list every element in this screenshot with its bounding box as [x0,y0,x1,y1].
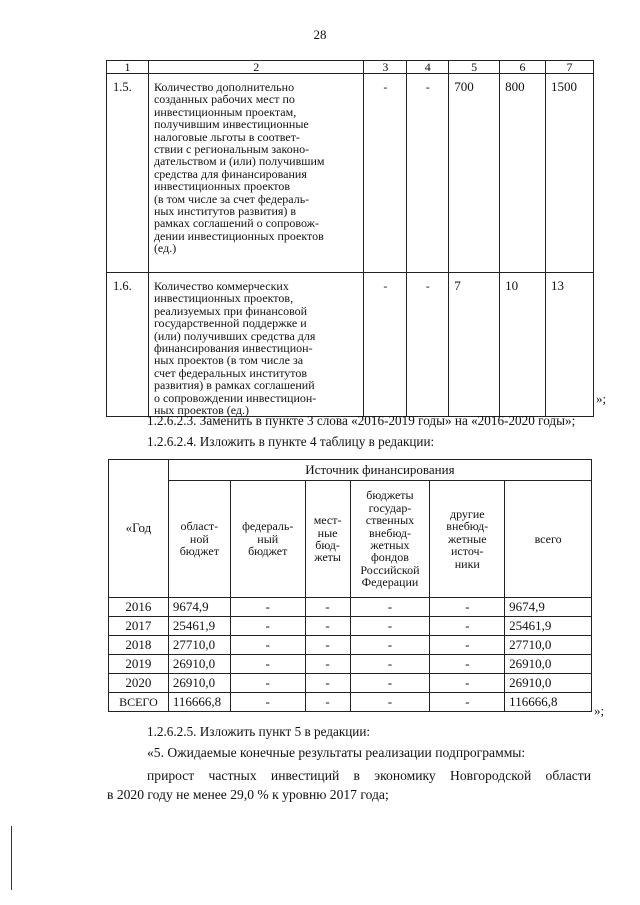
federal-cell: - [230,655,305,674]
paragraph-1-2-6-2-3: 1.2.6.2.3. Заменить в пункте 3 слова «2016-2019 годы» на «2016-2020 годы»; [147,413,576,428]
regional-cell: 25461,9 [168,617,230,636]
other-cell: - [430,636,505,655]
federal-cell: - [230,598,305,617]
total-cell: 116666,8 [505,693,592,712]
paragraph-1-2-6-2-4: 1.2.6.2.4. Изложить в пункте 4 таблицу в редакции: [147,434,435,449]
table-row [107,273,594,417]
total-cell: 9674,9 [505,598,592,617]
other-cell: - [430,617,505,636]
margin-line [11,826,12,890]
table-header-row [107,61,594,74]
funds-cell: - [350,617,430,636]
column-header-state-funds: бюджеты государ- ственных внебюд- жетных фондов Российской Федерации [350,481,430,598]
funds-cell: - [350,598,430,617]
column-number: 3 [364,61,407,74]
table-row [109,617,592,636]
federal-cell: - [230,674,305,693]
table-row [107,74,594,273]
regional-cell: 26910,0 [168,674,230,693]
year-cell: 2019 [109,655,169,674]
table-row [109,598,592,617]
regional-cell: 27710,0 [168,636,230,655]
value-cell: 800 [500,74,546,273]
value-cell: 13 [546,273,594,417]
total-cell: 26910,0 [505,674,592,693]
source-header: Источник финансирования [168,460,591,481]
column-number: 4 [407,61,449,74]
column-number: 2 [148,61,364,74]
indicators-table [106,60,594,417]
total-cell: 25461,9 [505,617,592,636]
funds-cell: - [350,674,430,693]
year-cell: 2018 [109,636,169,655]
column-header-other: другие внебюд- жетные источ- ники [430,481,505,598]
column-headers-row [109,481,592,598]
funds-cell: - [350,655,430,674]
local-cell: - [305,598,350,617]
value-cell: 7 [449,273,500,417]
regional-cell: 116666,8 [168,693,230,712]
value-cell: - [407,74,449,273]
year-column-header: «Год [109,460,169,598]
column-header-total: всего [505,481,592,598]
value-cell: - [407,273,449,417]
year-cell: 2020 [109,674,169,693]
table-row [109,674,592,693]
value-cell: 1500 [546,74,594,273]
table1-closing-quote: »; [596,391,607,406]
regional-cell: 26910,0 [168,655,230,674]
table-row [109,693,592,712]
year-cell: 2016 [109,598,169,617]
column-header-local: мест- ные бюд- жеты [305,481,350,598]
federal-cell: - [230,693,305,712]
year-cell: ВСЕГО [109,693,169,712]
year-cell: 2017 [109,617,169,636]
local-cell: - [305,655,350,674]
local-cell: - [305,674,350,693]
table2-closing-quote: »; [594,703,605,718]
column-header-regional: област- ной бюджет [168,481,230,598]
value-cell: - [364,273,407,417]
local-cell: - [305,617,350,636]
federal-cell: - [230,617,305,636]
financing-table [108,459,592,712]
table-row [109,636,592,655]
indicator-description: Количество дополнительно созданных рабочих мест по инвестиционным проектам, получившим инвестиционные налоговые льготы в соответ- ствии с региональным законо- дательством и (или) получившим средства для финансирования инвестиционных проектов (в том числе за счет федераль- ных институтов развития) в рамках соглашений о сопровож- дении инвестиционных проектов (ед.) [148,74,364,273]
column-number: 6 [500,61,546,74]
other-cell: - [430,598,505,617]
other-cell: - [430,674,505,693]
column-header-federal: федераль- ный бюджет [230,481,305,598]
indicator-description: Количество коммерческих инвестиционных проектов, реализуемых при финансовой государственной поддержке и (или) получивших средства для финансирования инвестицион- ных проектов (в том числе за счет федеральных институтов развития) в рамках соглашений о сопровождении инвестицион- ных проектов (ед.) [148,273,364,417]
paragraph-investment-line1: прирост частных инвестиций в экономику Новгородской области [147,768,591,783]
paragraph-1-2-6-2-5: 1.2.6.2.5. Изложить пункт 5 в редакции: [147,724,371,739]
local-cell: - [305,693,350,712]
table-header-row [109,460,592,481]
column-number: 1 [107,61,149,74]
value-cell: - [364,74,407,273]
page-number: 28 [313,27,327,42]
regional-cell: 9674,9 [168,598,230,617]
row-number: 1.6. [107,273,149,417]
other-cell: - [430,655,505,674]
local-cell: - [305,636,350,655]
row-number: 1.5. [107,74,149,273]
other-cell: - [430,693,505,712]
value-cell: 10 [500,273,546,417]
column-number: 7 [546,61,594,74]
table-row [109,655,592,674]
value-cell: 700 [449,74,500,273]
paragraph-item-5: «5. Ожидаемые конечные результаты реализации подпрограммы: [147,745,526,760]
total-cell: 27710,0 [505,636,592,655]
column-number: 5 [449,61,500,74]
paragraph-investment-line2: в 2020 году не менее 29,0 % к уровню 2017 года; [107,787,389,802]
federal-cell: - [230,636,305,655]
funds-cell: - [350,636,430,655]
funds-cell: - [350,693,430,712]
total-cell: 26910,0 [505,655,592,674]
